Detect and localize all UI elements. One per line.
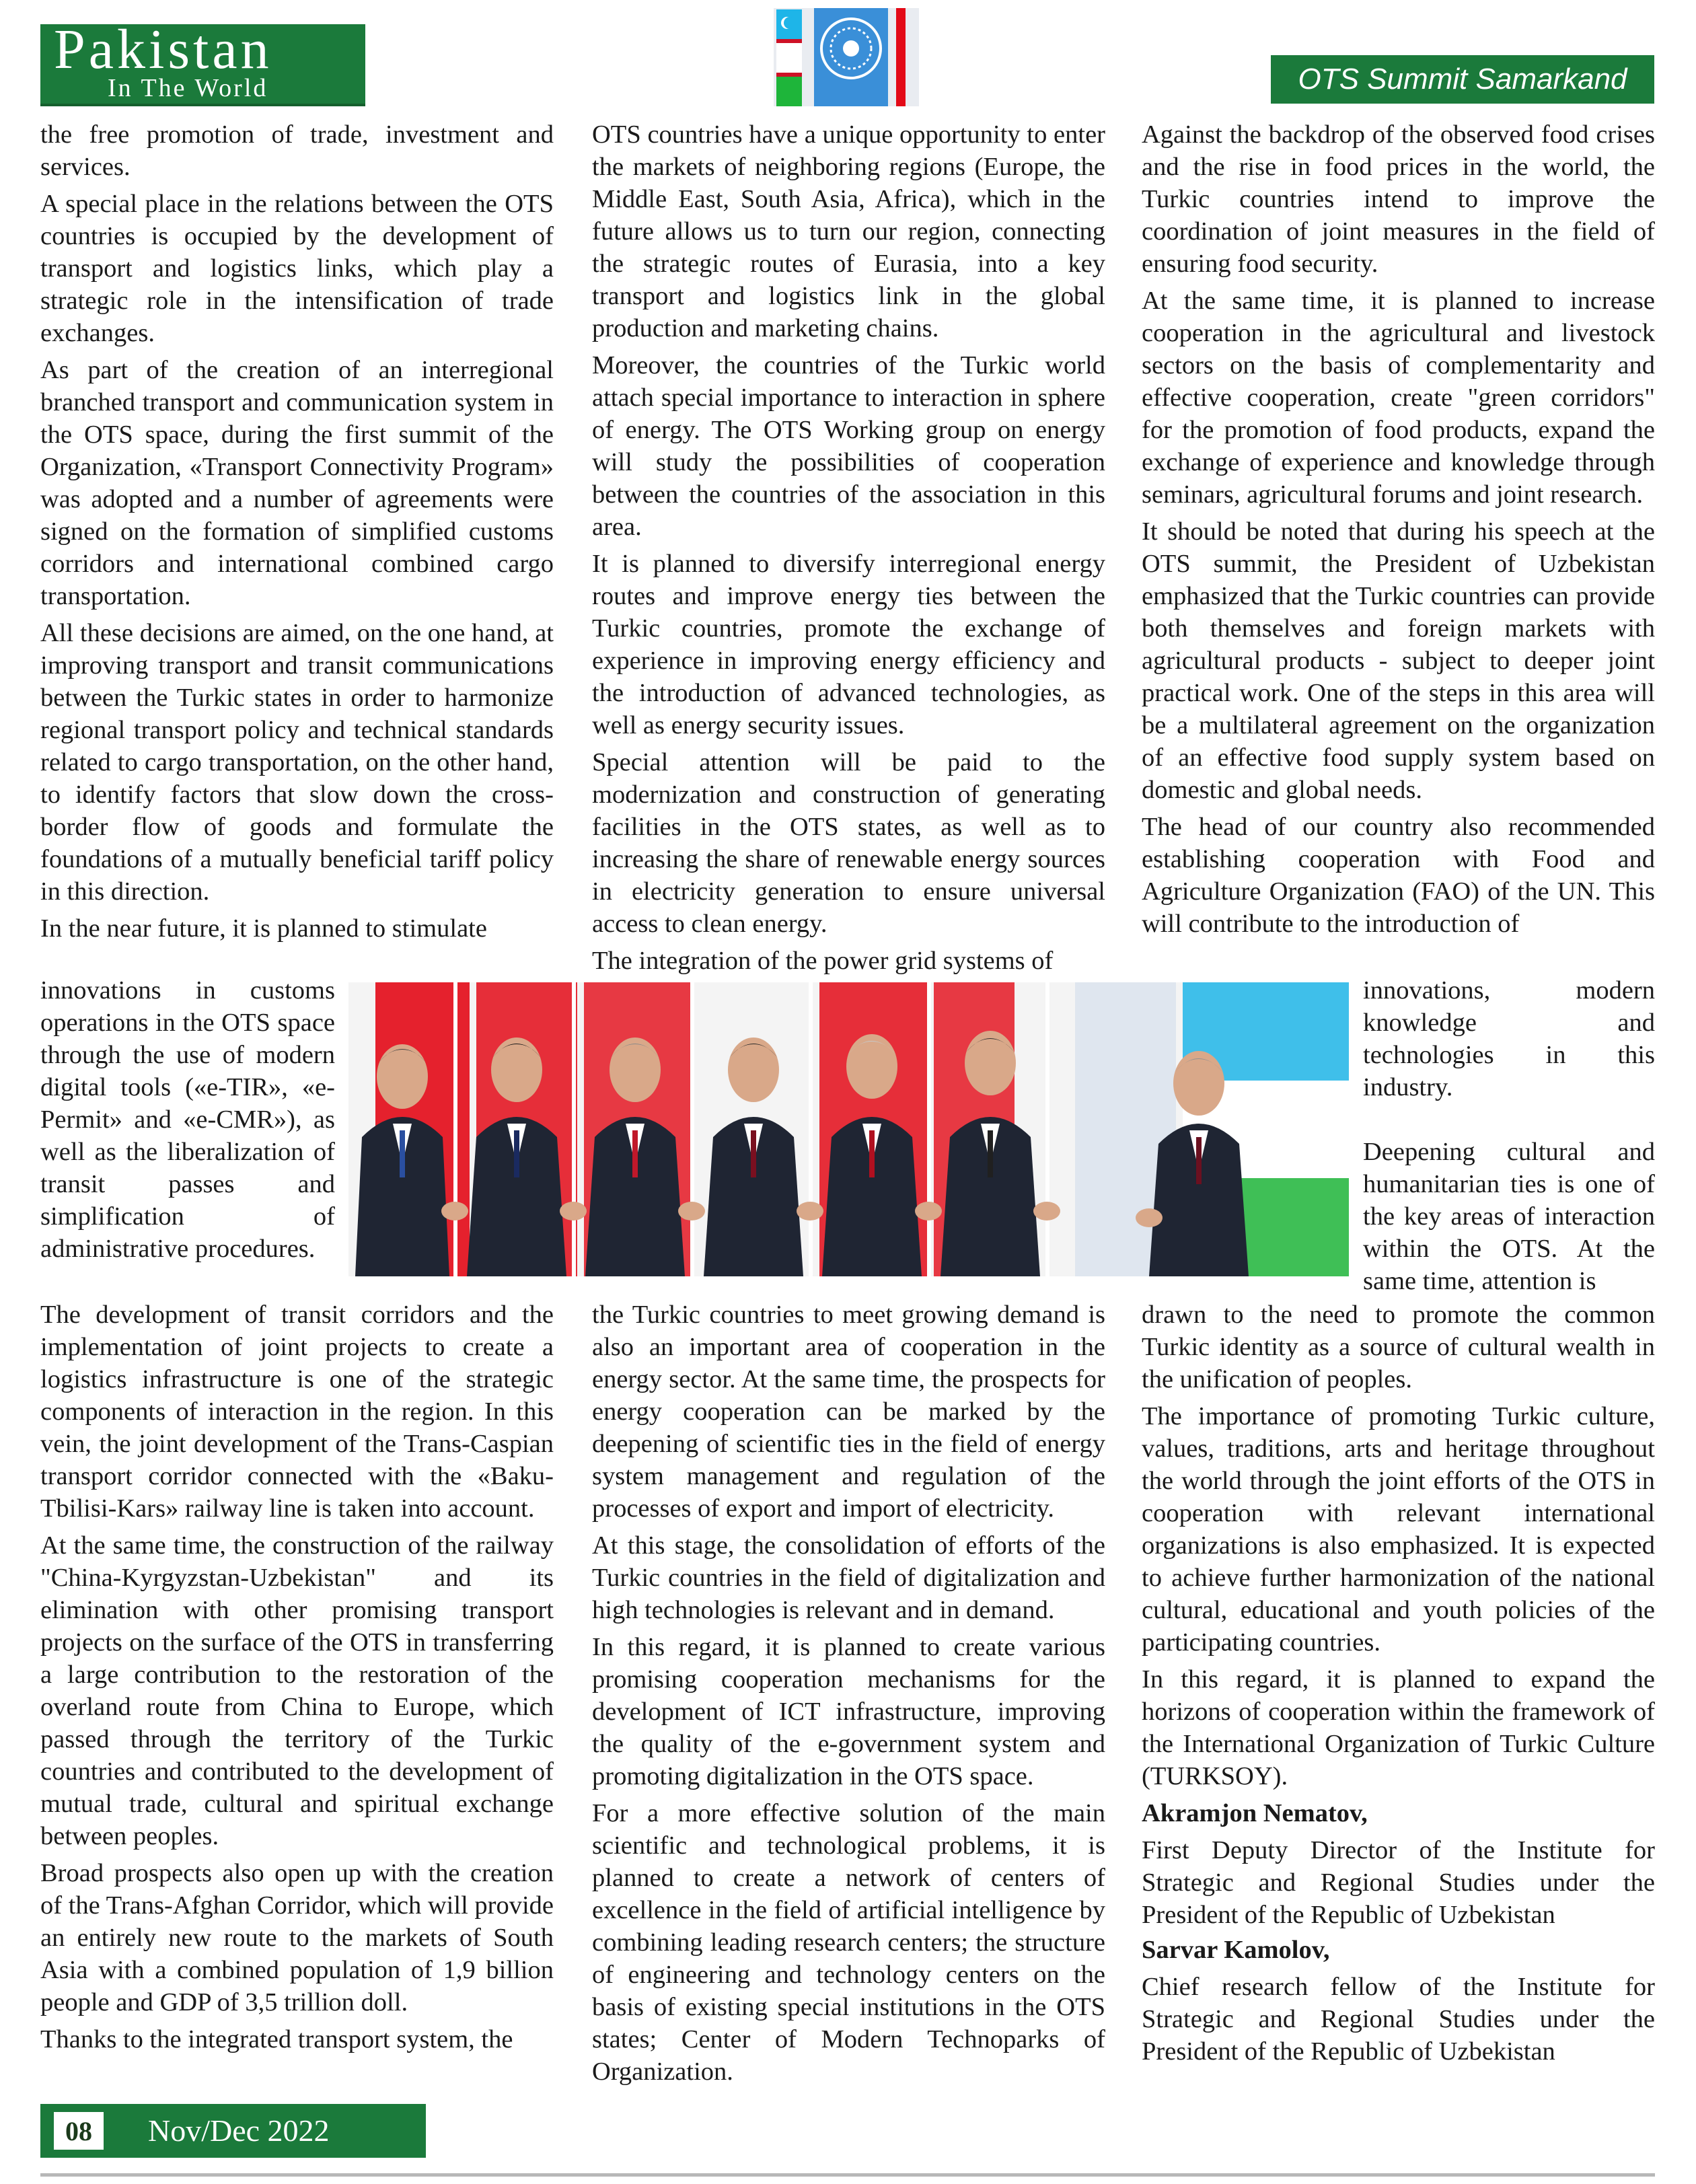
paragraph: innovations in customs operations in the OTS space through the use of modern digital tools («e-TIR», «e-Permit» and «e-CMR»), as well as the liberalization of transit passes and simplification of administrative procedures. (40, 976, 335, 1263)
leaders-photo-illustration (348, 982, 1349, 1276)
paragraph: A special place in the relations between the OTS countries is occupied by the development of transport and logistics links, which play a strategic role in the intensification of trade exchanges. (40, 190, 554, 347)
column-2-top (592, 118, 1105, 982)
summit-flags-emblem (774, 8, 919, 106)
author-position: Chief research fellow of the Institute for Strategic and Regional Studies under the President of the Republic of Uzbekistan (1142, 1973, 1655, 2066)
paragraph: At the same time, the construction of the railway "China-Kyrgyzstan-Uzbekistan" and its elimination with other promising transport projects on the surface of the OTS in transferring a large contribution to the restoration of the overland route from China to Europe, which passed through the territory of the Turkic countries and contributed to the development of mutual trade, cultural and spiritual exchange between peoples. (40, 1531, 554, 1850)
brand-subtitle: In The World (108, 74, 268, 102)
page-number: 08 (54, 2112, 104, 2150)
bottom-divider (40, 2173, 1655, 2177)
column-1-wrap (40, 974, 335, 1270)
issue-date: Nov/Dec 2022 (148, 2113, 330, 2148)
paragraph: At the same time, it is planned to increase cooperation in the agricultural and livestock sectors on the basis of complementarity and effective cooperation, create "green corridors" for the promotion of food products, expand the exchange of experience and knowledge through seminars, agricultural forums and joint research. (1142, 287, 1655, 509)
brand-title: Pakistan (54, 18, 272, 81)
paragraph: drawn to the need to promote the common Turkic identity as a source of cultural wealth in the unification of peoples. (1142, 1301, 1655, 1393)
paragraph: Broad prospects also open up with the creation of the Trans-Afghan Corridor, which will provide an entirely new route to the markets of South Asia with a combined population of 1,9 billion people and GDP of 3,5 trillion doll. (40, 1859, 554, 2016)
paragraph: the Turkic countries to meet growing demand is also an important area of cooperation in the energy sector. At the same time, the prospects for energy cooperation can be marked by the deepening of scientific ties in the field of energy system management and regulation of the processes of export and import of electricity. (592, 1301, 1105, 1523)
paragraph: Deepening cultural and humanitarian ties is one of the key areas of interaction within the OTS. At the same time, attention is (1363, 1138, 1655, 1295)
column-1-top (40, 118, 554, 949)
column-1-bottom (40, 1299, 554, 2060)
paragraph: Special attention will be paid to the modernization and construction of generating facilities in the OTS states, as well as to increasing the share of renewable energy sources in electricity generation to ensure universal access to clean energy. (592, 748, 1105, 938)
paragraph: For a more effective solution of the main scientific and technological problems, it is planned to create a network of centers of excellence in the field of artificial intelligence by combining leading research centers; the structure of engineering and technology centers on the basis of existing special institutions in the OTS states; Center of Modern Technoparks of Organization. (592, 1799, 1105, 2086)
column-2-bottom (592, 1299, 1105, 2092)
paragraph: innovations, modern knowledge and technologies in this industry. (1363, 976, 1655, 1101)
flags-emblem-icon (774, 8, 919, 106)
paragraph: It is planned to diversify interregional energy routes and improve energy ties between the Turkic countries, promote the exchange of experience in improving energy efficiency and the introduction of advanced technologies, as well as energy security issues. (592, 550, 1105, 739)
summit-leaders-photo (348, 982, 1349, 1276)
paragraph: OTS countries have a unique opportunity to enter the markets of neighboring regions (Europe, the Middle East, South Asia, Africa), which in the future allows us to turn our region, connecting the strategic routes of Eurasia, into a key transport and logistics link in the global production and marketing chains. (592, 120, 1105, 342)
footer-bar (40, 2104, 426, 2158)
paragraph: It should be noted that during his speech at the OTS summit, the President of Uzbekistan emphasized that the Turkic countries can provide both themselves and foreign markets with agricultural products - subject to deeper joint practical work. One of the steps in this area will be a multilateral agreement on the organization of an effective food supply system based on domestic and global needs. (1142, 517, 1655, 804)
paragraph: As part of the creation of an interregional branched transport and communication system in the OTS space, during the first summit of the Organization, «Transport Connectivity Program» was adopted and a number of agreements were signed on the formation of simplified customs corridors and international combined cargo transportation. (40, 356, 554, 610)
author-position: First Deputy Director of the Institute for Strategic and Regional Studies under the President of the Republic of Uzbekistan (1142, 1836, 1655, 1929)
paragraph: Moreover, the countries of the Turkic world attach special importance to interaction in sphere of energy. The OTS Working group on energy will study the possibilities of cooperation between the countries of the association in this area. (592, 351, 1105, 541)
paragraph: The development of transit corridors and the implementation of joint projects to create a logistics infrastructure is one of the strategic components of interaction in the region. In this vein, the joint development of the Trans-Caspian transport corridor connected with the «Baku-Tbilisi-Kars» railway line is taken into account. (40, 1301, 554, 1523)
paragraph: In this regard, it is planned to expand the horizons of cooperation within the framework of the International Organization of Turkic Culture (TURKSOY). (1142, 1665, 1655, 1790)
author-name: Sarvar Kamolov, (1142, 1936, 1330, 1964)
paragraph: Against the backdrop of the observed food crises and the rise in food prices in the world, the Turkic countries intend to improve the coordination of joint measures in the field of ensuring food security. (1142, 120, 1655, 278)
paragraph: In this regard, it is planned to create various promising cooperation mechanisms for the development of ICT infrastructure, improving the quality of the e-government system and promoting digitalization in the OTS space. (592, 1633, 1105, 1790)
column-3-top (1142, 118, 1655, 945)
paragraph: At this stage, the consolidation of efforts of the Turkic countries in the field of digitalization and high technologies is relevant and in demand. (592, 1531, 1105, 1624)
column-3-wrap (1363, 974, 1655, 1302)
author-name: Akramjon Nematov, (1142, 1799, 1368, 1827)
paragraph: The integration of the power grid systems of (592, 947, 1054, 975)
paragraph: The importance of promoting Turkic culture, values, traditions, arts and heritage throughout the world through the joint efforts of the OTS in cooperation with relevant international organizations is also emphasized. It is expected to achieve further harmonization of the national cultural, educational and youth policies of the participating countries. (1142, 1402, 1655, 1657)
paragraph: In the near future, it is planned to stimulate (40, 914, 487, 943)
section-badge: OTS Summit Samarkand (1271, 55, 1654, 104)
paragraph: Thanks to the integrated transport system, the (40, 2025, 513, 2053)
column-3-bottom (1142, 1299, 1655, 2070)
paragraph: the free promotion of trade, investment and services. (40, 120, 554, 181)
masthead-logo (40, 18, 365, 106)
paragraph: All these decisions are aimed, on the one hand, at improving transport and transit communications between the Turkic states in order to harmonize regional transport policy and technical standards related to cargo transportation, on the other hand, to identify factors that slow down the cross-border flow of goods and formulate the foundations of a mutually beneficial tariff policy in this direction. (40, 619, 554, 906)
paragraph: The head of our country also recommended establishing cooperation with Food and Agriculture Organization (FAO) of the UN. This will contribute to the introduction of (1142, 813, 1655, 938)
